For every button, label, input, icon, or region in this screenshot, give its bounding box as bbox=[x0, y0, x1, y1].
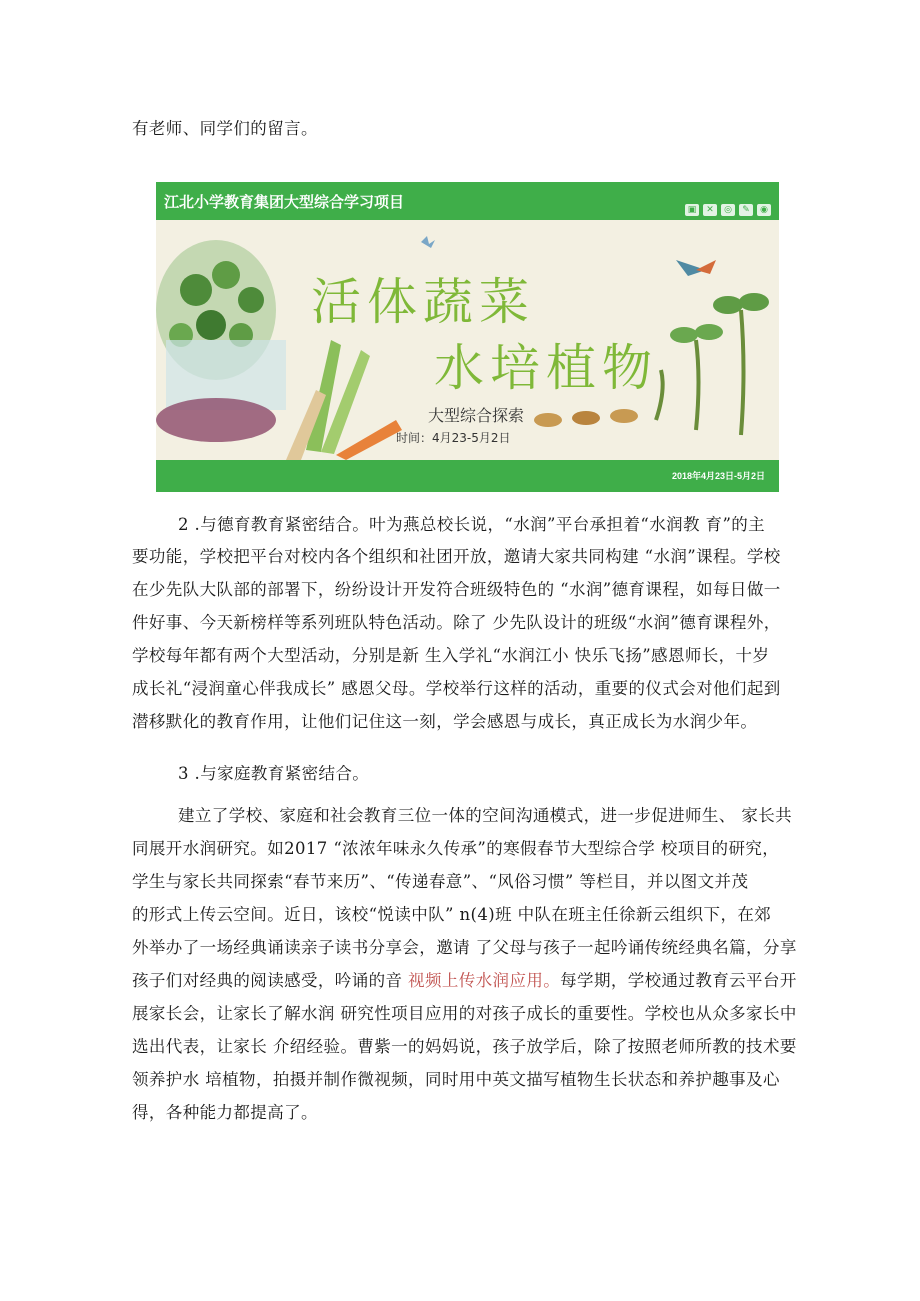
edit-icon: ✎ bbox=[739, 204, 753, 216]
banner-footer bbox=[156, 460, 779, 492]
paragraph-line: 得，各种能力都提高了。 bbox=[132, 1103, 318, 1122]
paragraph-line: 件好事、今天新榜样等系列班队特色活动。除了 少先队设计的班级“水润”德育课程外， bbox=[132, 613, 781, 632]
paragraph-line: 选出代表，让家长 介绍经验。曹紫一的妈妈说，孩子放学后，除了按照老师所教的技术要 bbox=[132, 1037, 797, 1056]
paragraph-line: 成长礼“浸润童心伴我成长” 感恩父母。学校举行这样的活动，重要的仪式会对他们起到 bbox=[132, 679, 781, 698]
globe-icon: ◉ bbox=[757, 204, 771, 216]
paragraph-line: 的形式上传云空间。近日，该校“悦读中队” n(4)班 中队在班主任徐新云组织下，在郊 bbox=[132, 905, 772, 924]
settings-icon: ◎ bbox=[721, 204, 735, 216]
paragraph-line: 同展开水润研究。如2017 “浓浓年味永久传承”的寒假春节大型综合学 校项目的研究， bbox=[132, 839, 780, 858]
paragraph-line: 要功能，学校把平台对校内各个组织和社团开放，邀请大家共同构建 “水润”课程。学校 bbox=[132, 547, 781, 566]
paragraph-line: 有老师、同学们的留言。 bbox=[132, 119, 318, 138]
paragraph-line: 2 .与德育教育紧密结合。叶为燕总校长说，“水润”平台承担着“水润教 育”的主 bbox=[178, 515, 766, 534]
banner-heading-1: 活体蔬菜 bbox=[311, 273, 535, 331]
paragraph-text: 每学期，学校通过教育云平台开 bbox=[560, 971, 797, 990]
banner-artwork bbox=[156, 220, 779, 460]
paragraph-line: 领养护水 培植物，拍摄并制作微视频，同时用中英文描写植物生长状态和养护趣事及心 bbox=[132, 1070, 780, 1089]
banner-heading-2: 水培植物 bbox=[434, 339, 658, 397]
paragraph-line: 学生与家长共同探索“春节来历”、“传递春意”、“风俗习惯” 等栏目，并以图文并茂 bbox=[132, 872, 749, 891]
paragraph-line: 潜移默化的教育作用，让他们记住这一刻，学会感恩与成长，真正成长为水润少年。 bbox=[132, 712, 758, 731]
highlighted-text: 视频上传水润应用。 bbox=[408, 971, 561, 990]
banner-image bbox=[156, 182, 779, 492]
banner-time: 时间：4月23-5月2日 bbox=[396, 431, 511, 445]
banner-date: 2018年4月23日-5月2日 bbox=[671, 471, 765, 481]
expand-icon: ✕ bbox=[703, 204, 717, 216]
image-icon: ▣ bbox=[685, 204, 699, 216]
paragraph-line bbox=[132, 971, 797, 991]
section-heading: 3 .与家庭教育紧密结合。 bbox=[178, 764, 370, 783]
paragraph-line: 建立了学校、家庭和社会教育三位一体的空间沟通模式，进一步促进师生、 家长共 bbox=[178, 806, 793, 825]
banner-toolbar bbox=[685, 204, 771, 216]
paragraph-line: 在少先队大队部的部署下，纷纷设计开发符合班级特色的 “水润”德育课程，如每日做一 bbox=[132, 580, 781, 599]
banner-subtitle: 大型综合探索 bbox=[428, 406, 525, 425]
paragraph-text: 孩子们对经典的阅读感受，吟诵的音 bbox=[132, 971, 409, 990]
paragraph-line: 学校每年都有两个大型活动，分别是新 生入学礼“水润江小 快乐飞扬”感恩师长，十岁 bbox=[132, 646, 770, 665]
paragraph-line: 外举办了一场经典诵读亲子读书分享会，邀请 了父母与孩子一起吟诵传统经典名篇，分享 bbox=[132, 938, 797, 957]
paragraph-line: 展家长会，让家长了解水润 研究性项目应用的对孩子成长的重要性。学校也从众多家长中 bbox=[132, 1004, 797, 1023]
banner-title: 江北小学教育集团大型综合学习项目 bbox=[164, 194, 405, 211]
